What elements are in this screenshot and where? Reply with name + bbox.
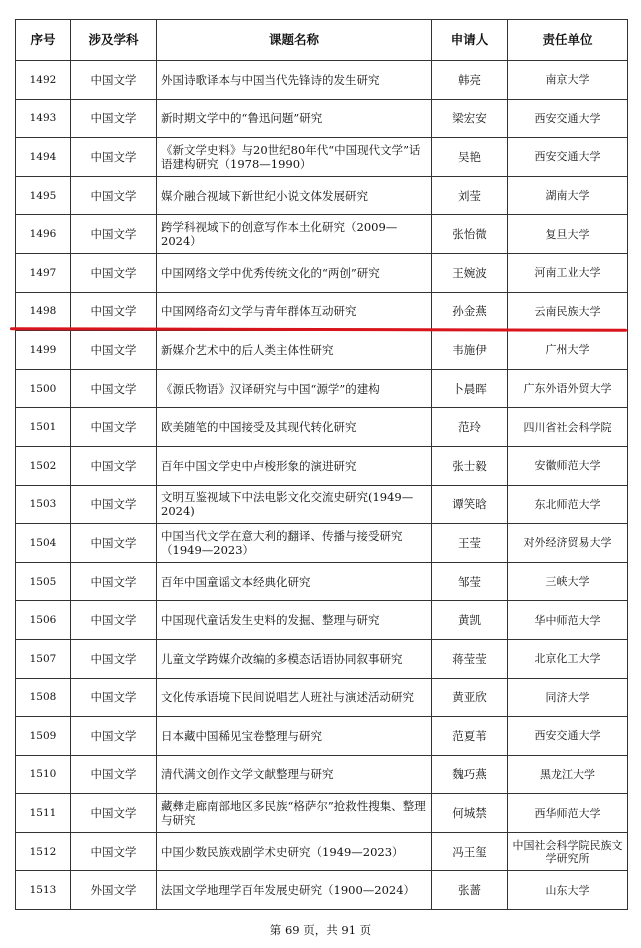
serial-number-cell: 1508 — [16, 678, 71, 717]
header-subject: 涉及学科 — [71, 20, 157, 61]
project-title-cell: 法国文学地理学百年发展史研究（1900—2024） — [157, 871, 432, 910]
responsible-unit-cell: 山东大学 — [508, 871, 628, 910]
project-title-cell: 中国现代童话发生史料的发掘、整理与研究 — [157, 601, 432, 640]
applicant-cell: 梁宏安 — [432, 99, 508, 138]
responsible-unit-cell: 广州大学 — [508, 331, 628, 370]
project-title-cell: 百年中国文学史中卢梭形象的演进研究 — [157, 446, 432, 485]
table-row — [16, 61, 628, 100]
applicant-cell: 王莹 — [432, 524, 508, 563]
table-header-row — [16, 20, 628, 61]
subject-cell: 中国文学 — [71, 446, 157, 485]
subject-cell: 中国文学 — [71, 61, 157, 100]
applicant-cell: 黄亚欣 — [432, 678, 508, 717]
serial-number-cell: 1510 — [16, 755, 71, 794]
responsible-unit-cell: 中国社会科学院民族文学研究所 — [508, 832, 628, 871]
page-footer: 第 69 页，共 91 页 — [269, 923, 372, 937]
serial-number-cell: 1493 — [16, 99, 71, 138]
serial-number-cell: 1513 — [16, 871, 71, 910]
table-row — [16, 524, 628, 563]
serial-number-cell: 1496 — [16, 215, 71, 254]
serial-number-cell: 1502 — [16, 446, 71, 485]
header-project-title: 课题名称 — [157, 20, 432, 61]
responsible-unit-cell: 广东外语外贸大学 — [508, 369, 628, 408]
project-title-cell: 欧美随笔的中国接受及其现代转化研究 — [157, 408, 432, 447]
serial-number-cell: 1492 — [16, 61, 71, 100]
serial-number-cell: 1506 — [16, 601, 71, 640]
applicant-cell: 邹莹 — [432, 562, 508, 601]
responsible-unit-cell: 湖南大学 — [508, 176, 628, 215]
table-row — [16, 678, 628, 717]
applicant-cell: 谭笑晗 — [432, 485, 508, 524]
table-body — [16, 61, 628, 910]
serial-number-cell: 1512 — [16, 832, 71, 871]
project-title-cell: 新媒介艺术中的后人类主体性研究 — [157, 331, 432, 370]
table-row — [16, 755, 628, 794]
subject-cell: 中国文学 — [71, 99, 157, 138]
table-row — [16, 331, 628, 370]
table-row — [16, 215, 628, 254]
project-title-cell: 日本藏中国稀见宝卷整理与研究 — [157, 717, 432, 756]
applicant-cell: 张士毅 — [432, 446, 508, 485]
table-row — [16, 138, 628, 177]
serial-number-cell: 1503 — [16, 485, 71, 524]
header-applicant: 申请人 — [432, 20, 508, 61]
applicant-cell: 吴艳 — [432, 138, 508, 177]
subject-cell: 中国文学 — [71, 717, 157, 756]
header-serial-number: 序号 — [16, 20, 71, 61]
applicant-cell: 孙金燕 — [432, 292, 508, 331]
project-title-cell: 中国当代文学在意大利的翻译、传播与接受研究（1949—2023） — [157, 524, 432, 563]
serial-number-cell: 1499 — [16, 331, 71, 370]
subject-cell: 中国文学 — [71, 678, 157, 717]
table-row — [16, 794, 628, 833]
serial-number-cell: 1507 — [16, 639, 71, 678]
table-row — [16, 485, 628, 524]
project-title-cell: 中国网络奇幻文学与青年群体互动研究 — [157, 292, 432, 331]
applicant-cell: 黄凯 — [432, 601, 508, 640]
table-row — [16, 408, 628, 447]
subject-cell: 中国文学 — [71, 755, 157, 794]
subject-cell: 中国文学 — [71, 832, 157, 871]
responsible-unit-cell: 对外经济贸易大学 — [508, 524, 628, 563]
project-title-cell: 《新文学史料》与20世纪80年代“中国现代文学”话语建构研究（1978—1990） — [157, 138, 432, 177]
project-title-cell: 文化传承语境下民间说唱艺人班社与演述活动研究 — [157, 678, 432, 717]
project-title-cell: 媒介融合视域下新世纪小说文体发展研究 — [157, 176, 432, 215]
subject-cell: 中国文学 — [71, 138, 157, 177]
subject-cell: 中国文学 — [71, 794, 157, 833]
table-row — [16, 832, 628, 871]
subject-cell: 中国文学 — [71, 253, 157, 292]
responsible-unit-cell: 北京化工大学 — [508, 639, 628, 678]
project-title-cell: 中国少数民族戏剧学术史研究（1949—2023） — [157, 832, 432, 871]
applicant-cell: 王婉波 — [432, 253, 508, 292]
applicant-cell: 范夏苇 — [432, 717, 508, 756]
responsible-unit-cell: 西华师范大学 — [508, 794, 628, 833]
table-row — [16, 639, 628, 678]
responsible-unit-cell: 云南民族大学 — [508, 292, 628, 331]
project-title-cell: 藏彝走廊南部地区多民族“格萨尔”抢救性搜集、整理与研究 — [157, 794, 432, 833]
table-row — [16, 601, 628, 640]
serial-number-cell: 1497 — [16, 253, 71, 292]
table-row — [16, 253, 628, 292]
subject-cell: 中国文学 — [71, 524, 157, 563]
serial-number-cell: 1495 — [16, 176, 71, 215]
serial-number-cell: 1511 — [16, 794, 71, 833]
table-row — [16, 176, 628, 215]
table-row — [16, 99, 628, 138]
project-title-cell: 《源氏物语》汉译研究与中国“源学”的建构 — [157, 369, 432, 408]
project-title-cell: 儿童文学跨媒介改编的多模态话语协同叙事研究 — [157, 639, 432, 678]
project-title-cell: 百年中国童谣文本经典化研究 — [157, 562, 432, 601]
applicant-cell: 魏巧燕 — [432, 755, 508, 794]
responsible-unit-cell: 复旦大学 — [508, 215, 628, 254]
serial-number-cell: 1504 — [16, 524, 71, 563]
subject-cell: 外国文学 — [71, 871, 157, 910]
applicant-cell: 何城禁 — [432, 794, 508, 833]
responsible-unit-cell: 西安交通大学 — [508, 138, 628, 177]
responsible-unit-cell: 河南工业大学 — [508, 253, 628, 292]
applicant-cell: 蒋莹莹 — [432, 639, 508, 678]
serial-number-cell: 1494 — [16, 138, 71, 177]
applicant-cell: 卜晨晖 — [432, 369, 508, 408]
table-row — [16, 717, 628, 756]
table-row — [16, 292, 628, 331]
subject-cell: 中国文学 — [71, 292, 157, 331]
responsible-unit-cell: 西安交通大学 — [508, 99, 628, 138]
applicant-cell: 韦施伊 — [432, 331, 508, 370]
project-title-cell: 中国网络文学中优秀传统文化的“两创”研究 — [157, 253, 432, 292]
serial-number-cell: 1500 — [16, 369, 71, 408]
header-responsible-unit: 责任单位 — [508, 20, 628, 61]
subject-cell: 中国文学 — [71, 485, 157, 524]
applicant-cell: 刘莹 — [432, 176, 508, 215]
subject-cell: 中国文学 — [71, 176, 157, 215]
subject-cell: 中国文学 — [71, 601, 157, 640]
responsible-unit-cell: 四川省社会科学院 — [508, 408, 628, 447]
project-title-cell: 外国诗歌译本与中国当代先锋诗的发生研究 — [157, 61, 432, 100]
serial-number-cell: 1505 — [16, 562, 71, 601]
applicant-cell: 范玲 — [432, 408, 508, 447]
project-title-cell: 跨学科视域下的创意写作本土化研究（2009—2024） — [157, 215, 432, 254]
responsible-unit-cell: 三峡大学 — [508, 562, 628, 601]
subject-cell: 中国文学 — [71, 639, 157, 678]
serial-number-cell: 1498 — [16, 292, 71, 331]
serial-number-cell: 1509 — [16, 717, 71, 756]
responsible-unit-cell: 西安交通大学 — [508, 717, 628, 756]
project-title-cell: 清代满文创作文学文献整理与研究 — [157, 755, 432, 794]
serial-number-cell: 1501 — [16, 408, 71, 447]
responsible-unit-cell: 华中师范大学 — [508, 601, 628, 640]
applicant-cell: 张蔷 — [432, 871, 508, 910]
responsible-unit-cell: 南京大学 — [508, 61, 628, 100]
subject-cell: 中国文学 — [71, 562, 157, 601]
applicant-cell: 韩亮 — [432, 61, 508, 100]
responsible-unit-cell: 安徽师范大学 — [508, 446, 628, 485]
project-title-cell: 文明互鉴视域下中法电影文化交流史研究(1949—2024) — [157, 485, 432, 524]
subject-cell: 中国文学 — [71, 369, 157, 408]
subject-cell: 中国文学 — [71, 331, 157, 370]
table-row — [16, 871, 628, 910]
project-table — [15, 19, 628, 910]
table-row — [16, 446, 628, 485]
responsible-unit-cell: 同济大学 — [508, 678, 628, 717]
responsible-unit-cell: 东北师范大学 — [508, 485, 628, 524]
subject-cell: 中国文学 — [71, 215, 157, 254]
applicant-cell: 张怡微 — [432, 215, 508, 254]
applicant-cell: 冯王玺 — [432, 832, 508, 871]
project-title-cell: 新时期文学中的“鲁迅问题”研究 — [157, 99, 432, 138]
table-row — [16, 562, 628, 601]
subject-cell: 中国文学 — [71, 408, 157, 447]
responsible-unit-cell: 黑龙江大学 — [508, 755, 628, 794]
project-list-sheet — [15, 19, 627, 910]
table-row — [16, 369, 628, 408]
